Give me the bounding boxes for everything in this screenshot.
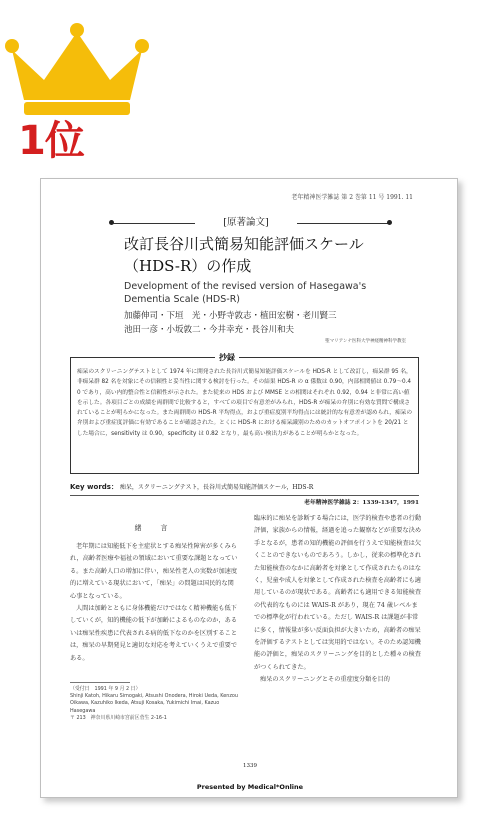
authors-line-2: 池田一彦・小坂敦二・今井幸充・長谷川和夫 [124,325,295,335]
rank-label: 1位 [18,118,84,164]
rule-dot-right [387,220,392,225]
affiliation: 聖マリアンナ医科大学神経精神科学教室 [325,339,406,344]
article-title: 改訂長谷川式簡易知能評価スケール [124,235,364,253]
footer-credit: Presented by Medical*Online [196,783,304,791]
journal-header: 老年精神医学雑誌 第 2 巻第 11 号 1991. 11 [291,194,413,201]
keywords-label: Key words： [70,483,118,491]
keywords-rule [70,495,419,496]
keywords [70,484,313,491]
received-note: （受付日 1991 年 9 月 2 日） Shinji Katoh, Hikaru Simogaki, Atsushi Onodera, Hiroki Ueda, Kenzou Oikawa, Kazuhiko Ikeda, Atsuji Kosaka, Yukimichi Imai, Kazuo Hasegawa 〒 213 神奈川県川崎市宮前区菅生 2-16-1 [70,686,238,721]
abstract-text: 痴呆のスクリーニングテストとして 1974 年に開発された長谷川式簡易知能評価スケールを HDS-R として改訂し，痴呆群 95 名，非痴呆群 82 名を対象にその信頼性と妥当性に関する検討を行った。その結果 HDS-R の α 係数は 0.90，内部相関値は 0.79～0.40 であり，高い内的整合性と信頼性が示された。また従来の HDS および MMSE との相関はそれぞれ 0.92，0.94 と非常に高い値を示した。各項目ごとの成績を両群間で比較すると，すべての項目で有意差がみられ，HDS-R が痴呆の弁別に有効な質問で構成されていることが明らかになった。また両群間の HDS-R 平均得点，および重症度別平均得点には統計的な有意差が認められ，痴呆の弁別および重症度評価に有効であることが確認された。とくに HDS-R における痴呆識別のためのカットオフポイントを 20/21 とした場合に，sensitivity は 0.90，specificity は 0.82 となり，最も高い検出力があることが明らかとなった。 [77,369,413,437]
page-number: 1339 [243,763,257,769]
crown-icon [2,22,152,117]
abstract-title: 抄録 [215,352,239,362]
footnote-rule [70,682,130,683]
english-title-line-1: Development of the revised version of Hasegawa's [124,281,367,292]
body-column-right [254,513,422,687]
paragraph: 痴呆のスクリーニングとその重症度分類を目的 [260,676,390,684]
citation: 老年精神医学雑誌 2：1339-1347，1991 [304,500,419,506]
article-thumbnail[interactable] [40,178,458,798]
paragraph: 人間は加齢とともに身体機能だけではなく精神機能も低下していくが，知的機能の低下が加齢によるものなのか，あるいは痴呆性疾患に代表される病的低下なのかを区別することは，痴呆の早期発見と適切な対応を考えていくうえで重要である。 [70,605,238,662]
english-title-line-2: Dementia Scale (HDS-R) [124,294,240,305]
paragraph: 老年期には知能低下を主症状とする痴呆性障害が多くみられ，高齢者医療や福祉の領域において重要な課題となっている。また高齢人口の増加に伴い，痴呆性老人の実数が加速度的に増えている現状において，「痴呆」の問題は国民的な関心事となっている。 [70,543,238,600]
authors-line-1: 加藤伸司・下垣 光・小野寺敦志・植田宏樹・老川賢三 [124,311,337,321]
article-subtitle: （HDS-R）の作成 [124,257,252,275]
article-category: [原著論文] [223,217,269,228]
keywords-list: 痴呆，スクリーニングテスト，長谷川式簡易知能評価スケール，HDS-R [119,484,314,491]
rule-right [297,223,389,224]
rule-left [113,223,195,224]
body-column-left [70,523,238,665]
abstract-box [70,352,419,474]
paragraph: 臨床的に痴呆を診断する場合には，医学的検査や患者の行動評価，家族からの情報，経過を追った観察などが重要な決め手となるが，患者の知的機能の評価を行うえで知能検査は欠くことのできないものであろう。しかし，従来の標準化された知能検査のなかに高齢者を対象として作成されたものはなく，児童や成人を対象として作成された検査を高齢者にも適用しているのが現状である。高齢者にも適用できる知能検査の代表的なものには WAIS-R があり，現在 74 歳レベルまでの標準化が行われている。ただし WAIS-R は課題が非常に多く，情報量が多い反面負担が大きいため，高齢者の痴呆を評価するテストとしては実用的ではない。そのため認知機能の評価と，痴呆のスクリーニングを目的とした種々の検査がつくられてきた。 [254,515,422,671]
rank-badge [0,0,170,175]
article-page [40,178,458,798]
section-heading: 緒 言 [134,524,174,532]
